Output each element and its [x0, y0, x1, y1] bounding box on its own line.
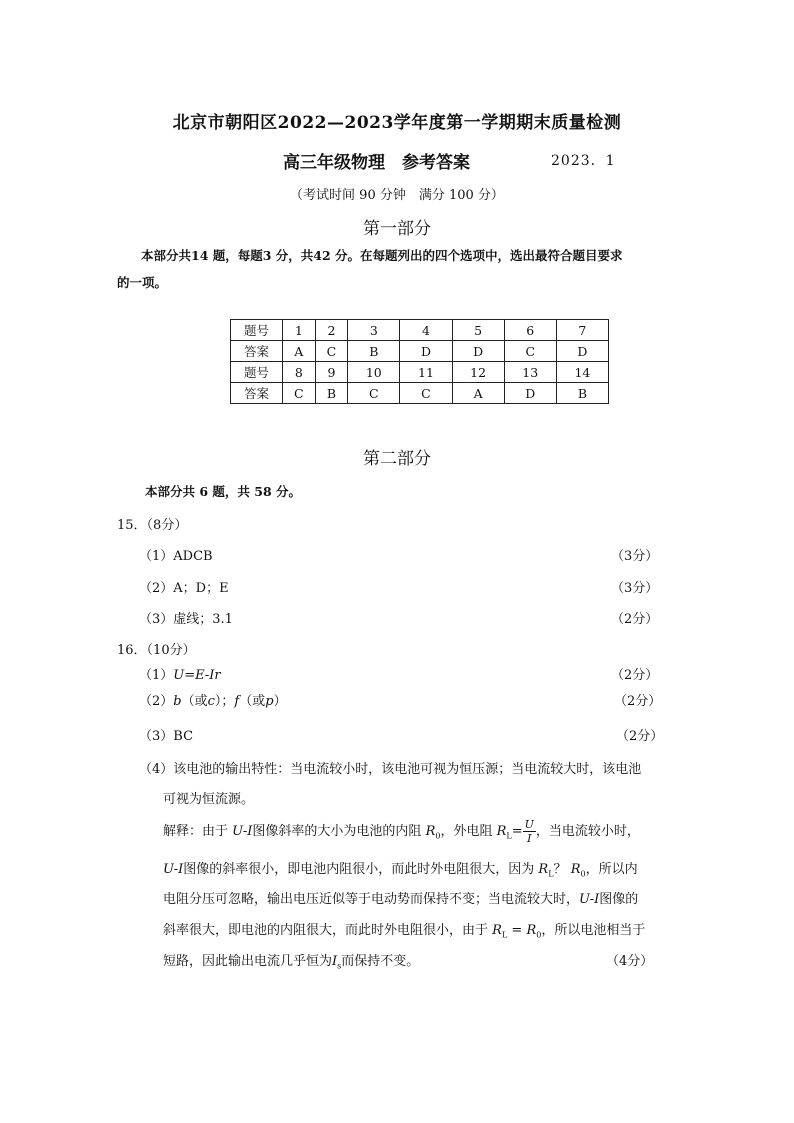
part1-intro-line1: 本部分共14 题，每题3 分，共42 分。在每题列出的四个选项中，选出最符合题目要求: [141, 248, 623, 263]
table-cell: 7: [556, 320, 608, 341]
q16-item-3: （3）BC: [139, 729, 194, 744]
table-cell: 2: [315, 320, 348, 341]
q16-item-4-line2: 可视为恒流源。: [163, 792, 255, 807]
table-row: [231, 320, 609, 341]
table-cell: C: [283, 383, 316, 404]
explanation-line-2: U-I图像的斜率很小，即电池内阻很小，而此时外电阻很大，因为 $R_L$？ $R_0$，所以内: [163, 862, 638, 879]
table-cell: B: [348, 341, 400, 362]
formula-ueir: U=E-Ir: [173, 668, 221, 683]
q15-item-2: （2）A；D；E: [139, 581, 229, 596]
document-title: 北京市朝阳区2022—2023学年度第一学期期末质量检测: [172, 113, 622, 133]
q16-item-2: （2）b（或c）；f（或p）: [139, 694, 287, 709]
table-cell: 答案: [231, 341, 283, 362]
table-cell: A: [283, 341, 316, 362]
q15-item-1: （1）ADCB: [139, 549, 213, 564]
explanation-line-4: 斜率很大，即电池的内阻很大，而此时外电阻很小，由于 $R_L = R_0$，所以电池相当于: [163, 923, 646, 940]
table-cell: D: [452, 341, 504, 362]
document-date: 2023．1: [551, 153, 616, 169]
explanation-line-3: 电阻分压可忽略，输出电压近似等于电动势而保持不变；当电流较大时，U-I图像的: [163, 892, 639, 907]
explanation-line-5: 短路，因此输出电流几乎恒为$I_s$而保持不变。: [163, 954, 420, 971]
q15-item-3: （3）虚线；3.1: [139, 612, 233, 627]
part1-heading: 第一部分: [363, 219, 431, 239]
part2-heading: 第二部分: [363, 449, 431, 469]
q16-item-4-line1: （4）该电池的输出特性：当电流较小时，该电池可视为恒压源；当电流较大时，该电池: [139, 762, 642, 777]
table-cell: C: [315, 341, 348, 362]
table-cell: 1: [283, 320, 316, 341]
table-row: [231, 383, 609, 404]
table-cell: C: [400, 383, 452, 404]
table-cell: C: [504, 341, 556, 362]
q15-item-3-score: （2分）: [611, 612, 659, 627]
table-cell: 6: [504, 320, 556, 341]
q16-heading: 16．（10分）: [117, 643, 196, 658]
table-cell: B: [315, 383, 348, 404]
table-cell: D: [504, 383, 556, 404]
table-cell: 11: [400, 362, 452, 383]
table-row: [231, 362, 609, 383]
q16-item-1-score: （2分）: [611, 668, 659, 683]
answer-table: [230, 319, 609, 404]
fraction-u-over-i: $\frac{U}{I}$: [524, 818, 534, 845]
table-cell: D: [400, 341, 452, 362]
table-cell: D: [556, 341, 608, 362]
explanation-line-1: 解释：由于 U-I图像斜率的大小为电池的内阻 $R_0$，外电阻 $R_L=$ $\frac{U}{I}$ ，当电流较小时，: [163, 818, 640, 845]
q16-item-2-score: （2分）: [614, 694, 662, 709]
q16-item-1: （1）U=E-Ir: [139, 668, 221, 683]
table-cell: 13: [504, 362, 556, 383]
q15-item-2-score: （3分）: [611, 581, 659, 596]
explanation-score: （4分）: [606, 954, 654, 969]
part1-intro-line2: 的一项。: [117, 275, 168, 290]
table-cell: 题号: [231, 320, 283, 341]
q15-heading: 15．（8分）: [117, 518, 188, 533]
q15-item-1-score: （3分）: [611, 549, 659, 564]
table-cell: 12: [452, 362, 504, 383]
table-cell: 9: [315, 362, 348, 383]
table-cell: B: [556, 383, 608, 404]
document-subtitle: 高三年级物理 参考答案: [283, 153, 470, 173]
table-cell: 4: [400, 320, 452, 341]
table-cell: 8: [283, 362, 316, 383]
table-cell: C: [348, 383, 400, 404]
table-row: [231, 341, 609, 362]
exam-info: （考试时间 90 分钟 满分 100 分）: [290, 188, 504, 203]
table-cell: 5: [452, 320, 504, 341]
table-cell: A: [452, 383, 504, 404]
table-cell: 3: [348, 320, 400, 341]
table-cell: 题号: [231, 362, 283, 383]
part2-intro: 本部分共 6 题，共 58 分。: [145, 484, 302, 499]
q16-item-3-score: （2分）: [616, 729, 664, 744]
table-cell: 答案: [231, 383, 283, 404]
table-cell: 14: [556, 362, 608, 383]
table-cell: 10: [348, 362, 400, 383]
